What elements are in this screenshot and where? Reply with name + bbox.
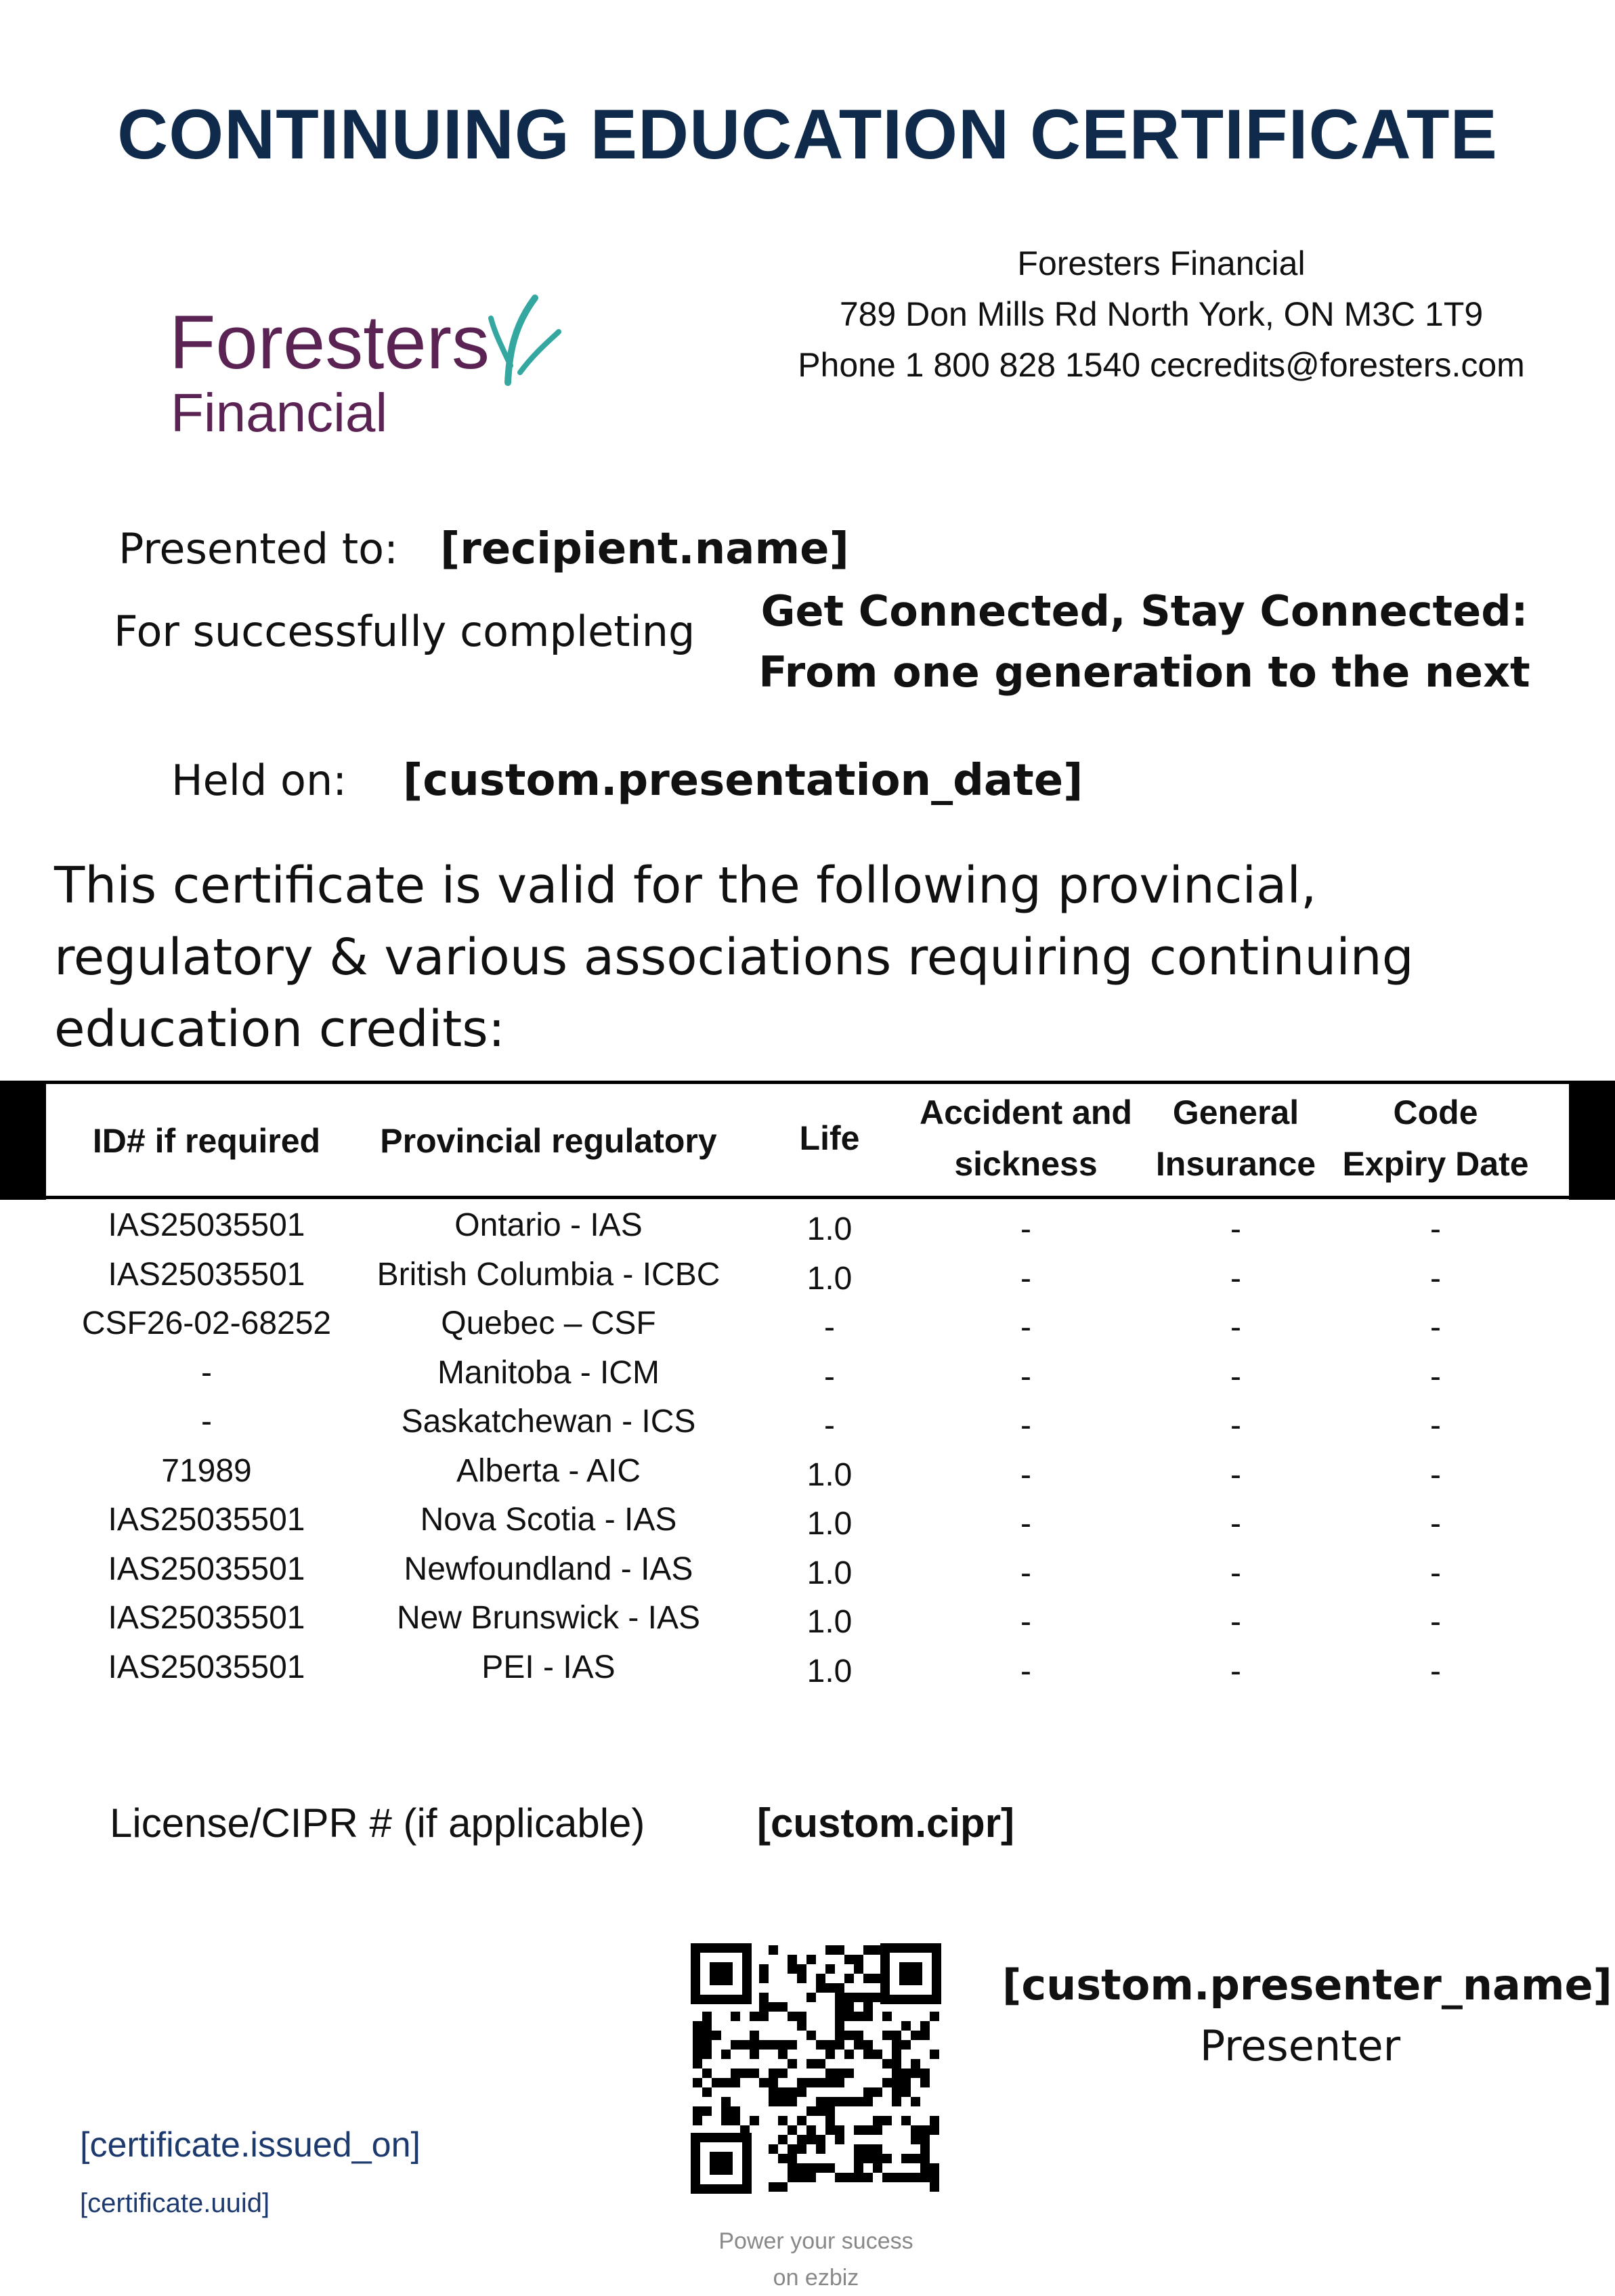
row-provincial-cell: Nova Scotia - IAS (420, 1502, 677, 1538)
row-provincial-cell: British Columbia - ICBC (376, 1256, 720, 1293)
row-accident-cell: - (1020, 1260, 1031, 1297)
row-life-cell: 1.0 (806, 1506, 853, 1542)
row-id-cell: IAS25035501 (108, 1551, 305, 1587)
presenter-name: [custom.presenter_name] (1002, 1960, 1612, 2010)
row-accident-cell: - (1020, 1555, 1031, 1591)
header-accident-sickness: Accident and sickness (920, 1093, 1132, 1183)
row-life-cell: 1.0 (806, 1260, 853, 1297)
row-code-cell: - (1430, 1211, 1441, 1247)
row-code-cell: - (1430, 1456, 1441, 1493)
issuer-contact: Phone 1 800 828 1540 cecredits@foresters.com (798, 346, 1525, 384)
row-general-cell: - (1230, 1456, 1241, 1493)
row-general-cell: - (1230, 1506, 1241, 1542)
held-on-label: Held on: (171, 756, 347, 805)
row-life-cell: 1.0 (806, 1653, 853, 1689)
row-id-cell: IAS25035501 (108, 1207, 305, 1243)
row-code-cell: - (1430, 1309, 1441, 1345)
header-provincial: Provincial regulatory (380, 1122, 717, 1160)
row-provincial-cell: Saskatchewan - ICS (401, 1404, 696, 1439)
row-general-cell: - (1230, 1211, 1241, 1247)
qr-code-icon (691, 1943, 941, 2194)
completion-label: For successfully completing (114, 607, 695, 656)
header-code-expiry: Code Expiry Date (1342, 1093, 1529, 1183)
header-general-insurance: General Insurance (1155, 1093, 1316, 1183)
row-code-cell: - (1430, 1604, 1441, 1640)
row-code-cell: - (1430, 1408, 1441, 1444)
row-life-cell: - (824, 1408, 835, 1444)
row-provincial-cell: New Brunswick - IAS (396, 1600, 701, 1636)
row-provincial-cell: Newfoundland - IAS (404, 1551, 693, 1587)
row-life-cell: 1.0 (806, 1604, 853, 1640)
license-value: [custom.cipr] (757, 1800, 1015, 1846)
row-id-cell: IAS25035501 (108, 1600, 305, 1636)
issuer-address: 789 Don Mills Rd North York, ON M3C 1T9 (839, 295, 1484, 333)
row-general-cell: - (1230, 1604, 1241, 1640)
course-title (731, 581, 1557, 703)
validity-statement: This certificate is valid for the following provincial, regulatory & various associations requiring continuing education credits: (54, 857, 1414, 1058)
header-life: Life (799, 1119, 860, 1157)
issuer-name: Foresters Financial (1017, 244, 1306, 282)
row-accident-cell: - (1020, 1506, 1031, 1542)
logo-subtitle: Financial (171, 383, 388, 443)
row-accident-cell: - (1020, 1309, 1031, 1345)
certificate-title: CONTINUING EDUCATION CERTIFICATE (117, 95, 1498, 174)
row-life-cell: 1.0 (806, 1456, 853, 1493)
row-code-cell: - (1430, 1260, 1441, 1297)
row-general-cell: - (1230, 1260, 1241, 1297)
row-code-cell: - (1430, 1653, 1441, 1689)
header-id: ID# if required (92, 1122, 321, 1160)
ezbiz-footer (677, 2223, 955, 2296)
row-life-cell: - (824, 1358, 835, 1395)
row-life-cell: - (824, 1309, 835, 1345)
row-general-cell: - (1230, 1358, 1241, 1395)
issued-on-date: [certificate.issued_on] (80, 2125, 421, 2165)
presentation-date: [custom.presentation_date] (403, 756, 1083, 806)
row-accident-cell: - (1020, 1653, 1031, 1689)
row-accident-cell: - (1020, 1604, 1031, 1640)
table-header-top-rule (46, 1081, 1569, 1084)
row-accident-cell: - (1020, 1408, 1031, 1444)
row-id-cell: IAS25035501 (108, 1649, 305, 1685)
recipient-name: [recipient.name] (440, 524, 849, 574)
table-header-bar-right (1569, 1081, 1615, 1200)
row-accident-cell: - (1020, 1456, 1031, 1493)
table-header-bar-left (0, 1081, 46, 1200)
row-code-cell: - (1430, 1358, 1441, 1395)
row-provincial-cell: Ontario - IAS (454, 1207, 643, 1243)
row-life-cell: 1.0 (806, 1211, 853, 1247)
row-id-cell: CSF26-02-68252 (81, 1305, 332, 1341)
course-title-line2: From one generation to the next (758, 647, 1530, 697)
row-general-cell: - (1230, 1555, 1241, 1591)
row-id-cell: IAS25035501 (108, 1502, 305, 1538)
course-title-line1: Get Connected, Stay Connected: (760, 586, 1528, 636)
row-accident-cell: - (1020, 1358, 1031, 1395)
sprout-icon (488, 291, 562, 386)
row-life-cell: 1.0 (806, 1555, 853, 1591)
row-provincial-cell: PEI - IAS (481, 1649, 616, 1685)
row-provincial-cell: Manitoba - ICM (437, 1354, 660, 1391)
row-id-cell: - (201, 1354, 212, 1391)
row-code-cell: - (1430, 1555, 1441, 1591)
row-provincial-cell: Alberta - AIC (456, 1452, 641, 1489)
row-code-cell: - (1430, 1506, 1441, 1542)
presented-to-label: Presented to: (119, 524, 398, 573)
row-general-cell: - (1230, 1408, 1241, 1444)
row-id-cell: - (201, 1404, 212, 1439)
footer-line2: on ezbiz (773, 2265, 859, 2291)
row-accident-cell: - (1020, 1211, 1031, 1247)
table-header-bottom-rule (46, 1196, 1569, 1199)
row-general-cell: - (1230, 1653, 1241, 1689)
certificate-uuid: [certificate.uuid] (80, 2188, 270, 2218)
row-id-cell: 71989 (161, 1452, 252, 1489)
row-provincial-cell: Quebec – CSF (441, 1305, 656, 1341)
presenter-role: Presenter (1199, 2021, 1401, 2071)
logo-wordmark: Foresters (169, 300, 490, 385)
license-label: License/CIPR # (if applicable) (110, 1800, 645, 1846)
footer-line1: Power your sucess (718, 2228, 913, 2254)
row-general-cell: - (1230, 1309, 1241, 1345)
row-id-cell: IAS25035501 (108, 1256, 305, 1293)
